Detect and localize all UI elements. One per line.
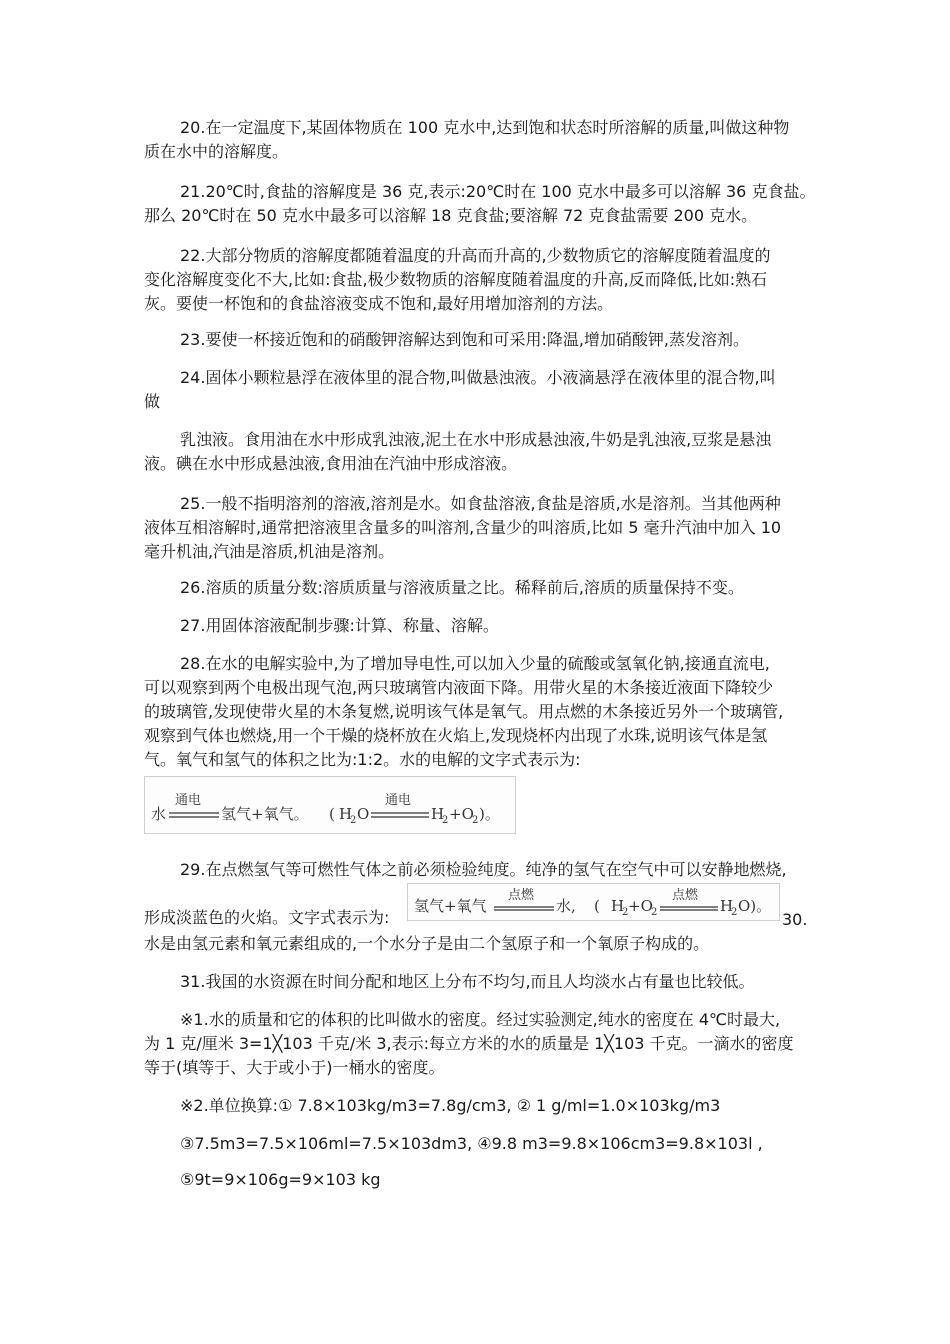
text-line: 30.: [782, 910, 808, 929]
formula-condition: 通电: [175, 793, 202, 808]
text-line: 质在水中的溶解度。: [144, 142, 289, 161]
paragraph-29: [180, 858, 844, 882]
paragraph-25-cont: [144, 516, 808, 564]
text-line: ※1.水的质量和它的体积的比叫做水的密度。经过实验测定,纯水的密度在 4℃时最大,: [180, 1010, 781, 1029]
text-line: 的玻璃管,发现使带火星的木条复燃,说明该气体是氧气。用点燃的木条接近另外一个玻璃管,: [144, 702, 784, 721]
formula2-h: H: [611, 897, 625, 915]
formula-products: 氢气+氧气。: [221, 805, 309, 823]
formula2-paren-open: (: [594, 897, 600, 915]
formula2-o-sub: 2: [651, 907, 658, 918]
paragraph-21-cont: [144, 204, 808, 228]
text-line: 那么 20℃时在 50 克水中最多可以溶解 18 克食盐;要溶解 72 克食盐需要 200 克水。: [144, 206, 758, 225]
formula2-h2o-o: O)。: [738, 897, 772, 915]
electrolysis-formula-image: [144, 776, 516, 834]
formula2-plus-o: +O: [628, 897, 653, 915]
paragraph-25: [180, 492, 844, 516]
formula2-product: 水,: [556, 897, 576, 915]
combustion-formula-image: [407, 883, 780, 921]
paragraph-28-cont: [144, 676, 808, 772]
note-2: [180, 1094, 844, 1118]
text-line: 29.在点燃氢气等可燃性气体之前必须检验纯度。纯净的氢气在空气中可以安静地燃烧,: [180, 860, 787, 879]
text-line: 毫升机油,汽油是溶质,机油是溶剂。: [144, 542, 395, 561]
text-line: 等于(填等于、大于或小于)一桶水的密度。: [144, 1058, 445, 1077]
text-line: 27.用固体溶液配制步骤:计算、称量、溶解。: [180, 616, 499, 635]
text-line: 23.要使一杯接近饱和的硝酸钾溶解达到饱和可采用:降温,增加硝酸钾,蒸发溶剂。: [180, 330, 750, 349]
formula-o2-sub: 2: [472, 815, 479, 826]
text-line: 观察到气体也燃烧,用一个干燥的烧杯放在火焰上,发现烧杯内出现了水珠,说明该气体是氢: [144, 726, 768, 745]
paragraph-28: [180, 652, 844, 676]
formula2-h2o-sub: 2: [731, 907, 738, 918]
paragraph-24-cont: [144, 390, 808, 414]
formula2-condition: 点燃: [508, 888, 535, 903]
formula-condition-2: 通电: [385, 793, 412, 808]
text-line: ③7.5m3=7.5×106ml=7.5×103dm3, ④9.8 m3=9.8×106cm3=9.8×103l ,: [180, 1134, 763, 1153]
note-2-line-2: [180, 1132, 844, 1156]
paragraph-22: [180, 244, 844, 268]
paragraph-21: [180, 180, 844, 204]
text-line: 做: [144, 392, 161, 411]
paragraph-26: [180, 576, 844, 600]
formula2-h-sub: 2: [622, 907, 629, 918]
formula-h2o-h: H: [339, 805, 353, 823]
electrolysis-formula-svg: [145, 777, 515, 833]
text-line: 乳浊液。食用油在水中形成乳浊液,泥土在水中形成悬浊液,牛奶是乳浊液,豆浆是悬浊: [180, 430, 772, 449]
formula2-condition-2: 点燃: [672, 888, 699, 903]
text-line: 液体互相溶解时,通常把溶液里含量多的叫溶剂,含量少的叫溶质,比如 5 毫升汽油中加入 10: [144, 518, 782, 537]
combustion-formula-svg: [408, 884, 779, 920]
text-line: 气。氧气和氢气的体积之比为:1:2。水的电解的文字式表示为:: [144, 750, 581, 769]
formula-h2-sub: 2: [442, 815, 449, 826]
formula2-h2o: H: [720, 897, 734, 915]
text-line: 20.在一定温度下,某固体物质在 100 克水中,达到饱和状态时所溶解的质量,叫做这种物: [180, 118, 790, 137]
text-line: 24.固体小颗粒悬浮在液体里的混合物,叫做悬浊液。小液滴悬浮在液体里的混合物,叫: [180, 368, 776, 387]
text-line: 22.大部分物质的溶解度都随着温度的升高而升高的,少数物质它的溶解度随着温度的: [180, 246, 771, 265]
formula2-left: 氢气+氧气: [414, 897, 487, 915]
paragraph-20-cont: [144, 140, 808, 164]
paragraph-29-cont: [144, 906, 414, 930]
text-line: 28.在水的电解实验中,为了增加导电性,可以加入少量的硫酸或氢氧化钠,接通直流电,: [180, 654, 770, 673]
text-line: 形成淡蓝色的火焰。文字式表示为:: [144, 908, 390, 927]
formula-h2o-sub: 2: [350, 815, 357, 826]
text-line: 灰。要使一杯饱和的食盐溶液变成不饱和,最好用增加溶剂的方法。: [144, 294, 614, 313]
note-1: [180, 1008, 844, 1032]
text-line: ⑤9t=9×106g=9×103 kg: [180, 1170, 381, 1189]
paragraph-31: [180, 970, 844, 994]
formula-paren-open: (: [329, 805, 335, 823]
paragraph-30-number: [782, 908, 822, 932]
text-line: 可以观察到两个电极出现气泡,两只玻璃管内液面下降。用带火星的木条接近液面下降较少: [144, 678, 774, 697]
paragraph-27: [180, 614, 844, 638]
paragraph-20: [180, 116, 844, 140]
paragraph-23: [180, 328, 844, 352]
formula-h2: H: [431, 805, 445, 823]
note-1-cont: [144, 1032, 808, 1080]
text-line: 水是由氢元素和氧元素组成的,一个水分子是由二个氢原子和一个氧原子构成的。: [144, 934, 710, 953]
paragraph-24b: [180, 428, 844, 452]
text-line: 为 1 克/厘米 3=1╳103 千克/米 3,表示:每立方米的水的质量是 1╳103 千克。一滴水的密度: [144, 1034, 794, 1053]
paragraph-30: [144, 932, 808, 956]
text-line: 26.溶质的质量分数:溶质质量与溶液质量之比。稀释前后,溶质的质量保持不变。: [180, 578, 744, 597]
note-2-line-3: [180, 1168, 844, 1192]
formula-paren-close: )。: [479, 805, 500, 823]
paragraph-24: [180, 366, 844, 390]
text-line: 31.我国的水资源在时间分配和地区上分布不均匀,而且人均淡水占有量也比较低。: [180, 972, 755, 991]
text-line: 25.一般不指明溶剂的溶液,溶剂是水。如食盐溶液,食盐是溶质,水是溶剂。当其他两种: [180, 494, 781, 513]
formula-reactant: 水: [151, 805, 167, 823]
formula-h2o-o: O: [357, 805, 370, 823]
text-line: ※2.单位换算:① 7.8×103kg/m3=7.8g/cm3, ② 1 g/ml=1.0×103kg/m3: [180, 1096, 721, 1115]
text-line: 液。碘在水中形成悬浊液,食用油在汽油中形成溶液。: [144, 454, 518, 473]
paragraph-24b-cont: [144, 452, 808, 476]
text-line: 变化溶解度变化不大,比如:食盐,极少数物质的溶解度随着温度的升高,反而降低,比如:熟石: [144, 270, 768, 289]
formula-plus-o: +O: [449, 805, 474, 823]
paragraph-22-cont: [144, 268, 808, 316]
text-line: 21.20℃时,食盐的溶解度是 36 克,表示:20℃时在 100 克水中最多可以溶解 36 克食盐。: [180, 182, 816, 201]
